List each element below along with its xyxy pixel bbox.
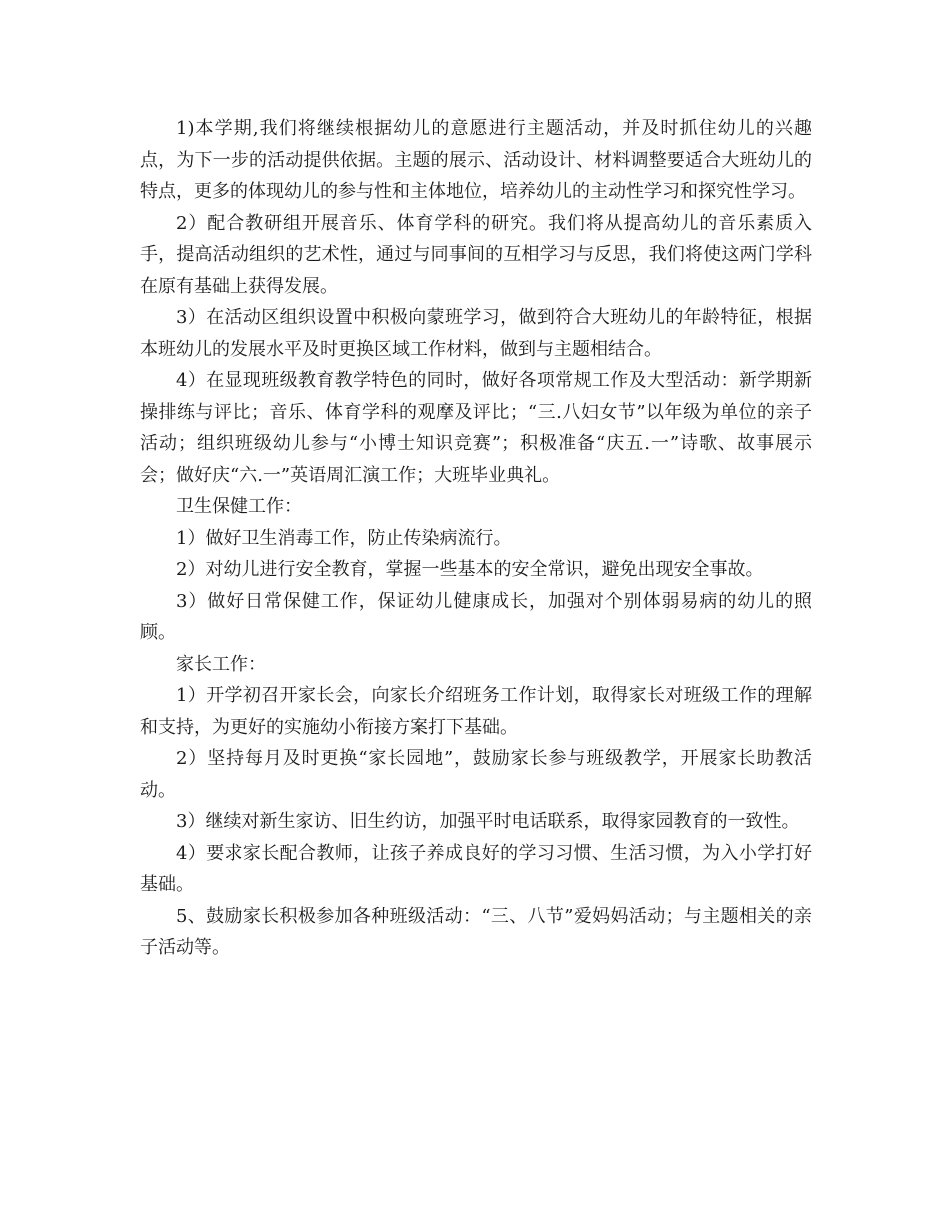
paragraph-parent-garden: 2）坚持每月及时更换“家长园地”，鼓励家长参与班级教学，开展家长助教活动。 [140, 748, 812, 801]
section-heading-health-care: 卫生保健工作： [176, 496, 302, 517]
document-body [140, 113, 812, 964]
paragraph-home-visits: 3）继续对新生家访、旧生约访，加强平时电话联系，取得家园教育的一致性。 [176, 811, 800, 832]
paragraph-parent-meeting: 1）开学初召开家长会，向家长介绍班务工作计划，取得家长对班级工作的理解和支持，为更好的实施幼小衔接方案打下基础。 [140, 685, 812, 738]
paragraph-class-activities: 5、鼓励家长积极参加各种班级活动：“三、八节”爱妈妈活动；与主题相关的亲子活动等。 [140, 905, 812, 958]
paragraph-disinfection: 1）做好卫生消毒工作，防止传染病流行。 [176, 527, 512, 549]
section-heading-parent-work: 家长工作： [176, 653, 266, 675]
paragraph-routine-events: 4）在显现班级教育教学特色的同时，做好各项常规工作及大型活动：新学期新操排练与评比；音乐、体育学科的观摩及评比；“三.八妇女节”以年级为单位的亲子活动；组织班级幼儿参与“小博士知识竞赛”；积极准备“庆五.一”诗歌、故事展示会；做好庆“六.一”英语周汇演工作；大班毕业典礼。 [140, 370, 812, 486]
paragraph-safety-education: 2）对幼儿进行安全教育，掌握一些基本的安全常识，避免出现安全事故。 [176, 559, 764, 580]
paragraph-music-sports-research: 2）配合教研组开展音乐、体育学科的研究。我们将从提高幼儿的音乐素质入手，提高活动组织的艺术性，通过与同事间的互相学习与反思，我们将使这两门学科在原有基础上获得发展。 [140, 212, 812, 297]
paragraph-activity-area: 3）在活动区组织设置中积极向蒙班学习，做到符合大班幼儿的年龄特征，根据本班幼儿的发展水平及时更换区域工作材料，做到与主题相结合。 [140, 307, 812, 360]
paragraph-daily-health: 3）做好日常保健工作，保证幼儿健康成长，加强对个别体弱易病的幼儿的照顾。 [140, 590, 812, 643]
paragraph-theme-activities: 1)本学期,我们将继续根据幼儿的意愿进行主题活动，并及时抓住幼儿的兴趣点，为下一步的活动提供依据。主题的展示、活动设计、材料调整要适合大班幼儿的特点，更多的体现幼儿的参与性和主体地位，培养幼儿的主动性学习和探究性学习。 [140, 118, 812, 202]
paragraph-study-habits: 4）要求家长配合教师，让孩子养成良好的学习习惯、生活习惯，为入小学打好基础。 [140, 842, 812, 895]
